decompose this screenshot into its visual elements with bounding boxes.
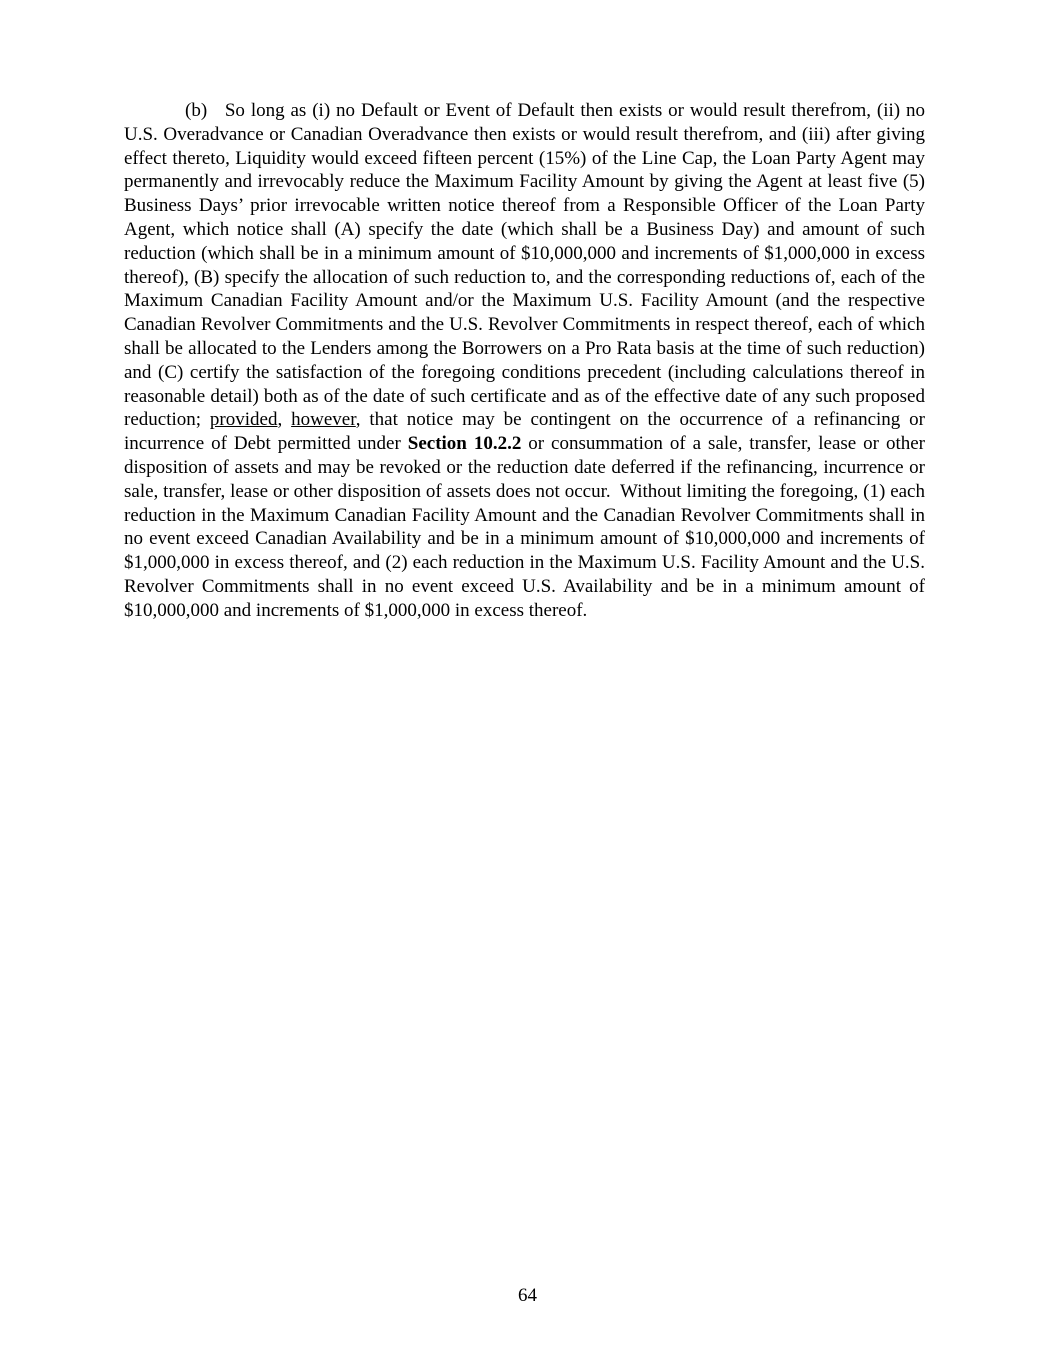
section-reference: Section 10.2.2 <box>407 433 522 455</box>
paragraph-text-segment-1: So long as (i) no Default or Event of Default then exists or would result therefrom, (ii) no U.S. Overadvance or Canadian Overadvance then exists or would result therefrom, and (iii) after giving effect thereto, Liquidity would exceed fifteen percent (15%) of the Line Cap, the Loan Party Agent may permanently and irrevocably reduce the Maximum Facility Amount by giving the Agent at least five (5) Business Days’ prior irrevocable written notice thereof from a Responsible Officer of the Loan Party Agent, which notice shall (A) specify the date (which shall be a Business Day) and amount of such reduction (which shall be in a minimum amount of $10,000,000 and increments of $1,000,000 in excess thereof), (B) specify the allocation of such reduction to, and the corresponding reductions of, each of the Maximum Canadian Facility Amount and/or the Maximum U.S. Facility Amount (and the respective Canadian Revolver Commitments and the U.S. Revolver Commitments in respect thereof, each of which shall be allocated to the Lenders among the Borrowers on a Pro Rata basis at the time of such reduction) and (C) certify the satisfaction of the foregoing conditions precedent (including calculations thereof in reasonable detail) both as of the date of such certificate and as of the effective date of any such proposed reduction; <box>124 100 926 431</box>
paragraph-label: (b) <box>185 100 208 121</box>
paragraph-text-segment-2: , that notice may be contingent on the occurrence of a refinancing or incurrence of Debt permitted under <box>124 409 926 455</box>
page-number: 64 <box>518 1285 537 1306</box>
term-separator: , <box>277 409 283 431</box>
paragraph-text-segment-3: or consummation of a sale, transfer, lease or other disposition of assets and may be revoked or the reduction date deferred if the refinancing, incurrence or sale, transfer, lease or other disposition of assets does not occur. Without limiting the foregoing, (1) each reduction in the Maximum Canadian Facility Amount and the Canadian Revolver Commitments shall in no event exceed Canadian Availability and be in a minimum amount of $10,000,000 and increments of $1,000,000 in excess thereof, and (2) each reduction in the Maximum U.S. Facility Amount and the U.S. Revolver Commitments shall in no event exceed U.S. Availability and be in a minimum amount of $10,000,000 and increments of $1,000,000 in excess thereof. <box>124 433 930 621</box>
paragraph-b <box>124 99 930 623</box>
however-term: however <box>291 409 356 431</box>
provided-term: provided <box>209 409 278 431</box>
